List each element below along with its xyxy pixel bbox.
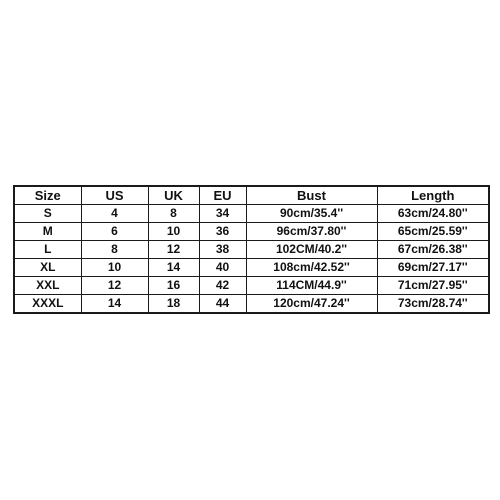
table-row	[14, 259, 489, 277]
cell-size: XXL	[14, 277, 81, 295]
cell-length: 71cm/27.95''	[377, 277, 489, 295]
table-row	[14, 241, 489, 259]
cell-size: XXXL	[14, 295, 81, 314]
cell-bust: 90cm/35.4''	[246, 205, 377, 223]
size-chart-table	[13, 185, 490, 314]
cell-us: 8	[81, 241, 148, 259]
cell-length: 65cm/25.59''	[377, 223, 489, 241]
cell-us: 14	[81, 295, 148, 314]
table-row	[14, 295, 489, 314]
column-header-size: Size	[14, 186, 81, 205]
cell-length: 73cm/28.74''	[377, 295, 489, 314]
cell-uk: 14	[148, 259, 199, 277]
column-header-eu: EU	[199, 186, 246, 205]
cell-size: XL	[14, 259, 81, 277]
cell-bust: 96cm/37.80''	[246, 223, 377, 241]
cell-bust: 102CM/40.2''	[246, 241, 377, 259]
cell-us: 10	[81, 259, 148, 277]
table-row	[14, 223, 489, 241]
cell-length: 69cm/27.17''	[377, 259, 489, 277]
cell-size: L	[14, 241, 81, 259]
column-header-bust: Bust	[246, 186, 377, 205]
cell-eu: 38	[199, 241, 246, 259]
column-header-length: Length	[377, 186, 489, 205]
cell-eu: 34	[199, 205, 246, 223]
cell-eu: 42	[199, 277, 246, 295]
cell-bust: 108cm/42.52''	[246, 259, 377, 277]
cell-bust: 120cm/47.24''	[246, 295, 377, 314]
column-header-us: US	[81, 186, 148, 205]
cell-length: 67cm/26.38''	[377, 241, 489, 259]
cell-length: 63cm/24.80''	[377, 205, 489, 223]
cell-uk: 18	[148, 295, 199, 314]
cell-us: 12	[81, 277, 148, 295]
table-row	[14, 277, 489, 295]
cell-uk: 10	[148, 223, 199, 241]
cell-size: M	[14, 223, 81, 241]
cell-us: 6	[81, 223, 148, 241]
cell-eu: 36	[199, 223, 246, 241]
cell-size: S	[14, 205, 81, 223]
table-header-row	[14, 186, 489, 205]
cell-uk: 16	[148, 277, 199, 295]
cell-bust: 114CM/44.9''	[246, 277, 377, 295]
table-row	[14, 205, 489, 223]
cell-eu: 40	[199, 259, 246, 277]
column-header-uk: UK	[148, 186, 199, 205]
cell-uk: 12	[148, 241, 199, 259]
cell-uk: 8	[148, 205, 199, 223]
cell-eu: 44	[199, 295, 246, 314]
cell-us: 4	[81, 205, 148, 223]
